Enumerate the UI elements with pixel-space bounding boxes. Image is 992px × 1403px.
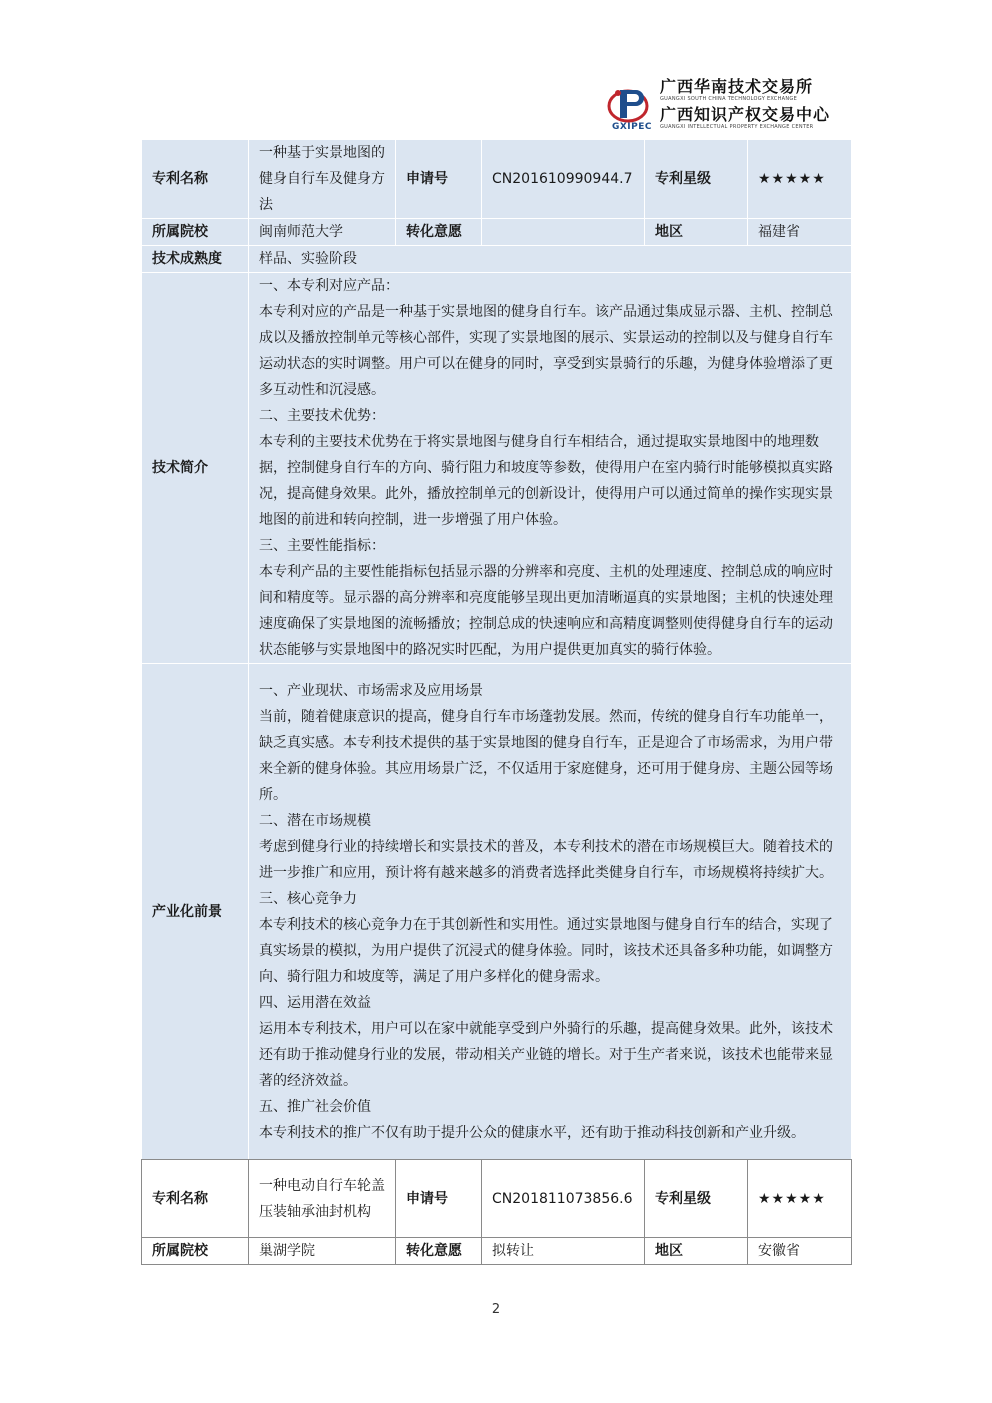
region: 安徽省 — [748, 1238, 852, 1265]
gxipec-logo-icon — [606, 84, 654, 124]
patent-name: 一种电动自行车轮盖压装轴承油封机构 — [249, 1160, 396, 1238]
tech-intro — [249, 273, 852, 664]
school-label: 所属院校 — [142, 1238, 249, 1265]
application-number: CN201811073856.6 — [482, 1160, 645, 1238]
logo-abbreviation: GXIPEC — [611, 122, 653, 132]
tech-intro-heading: 三、主要性能指标： — [259, 538, 385, 554]
patent-rating-stars: ★★★★★ — [748, 1160, 852, 1238]
transfer-intent — [482, 219, 645, 246]
org-name-secondary: 广西知识产权交易中心 — [660, 105, 831, 124]
patent-name-label: 专利名称 — [142, 1160, 249, 1238]
prospect-heading: 四、运用潜在效益 — [259, 994, 371, 1011]
prospect-paragraph: 运用本专利技术，用户可以在家中就能享受到户外骑行的乐趣，提高健身效果。此外，该技术还有助于推动健身行业的发展，带动相关产业链的增长。对于生产者来说，该技术也能带来显著的经济效益。 — [259, 1020, 833, 1089]
tech-intro-paragraph: 本专利的主要技术优势在于将实景地图与健身自行车相结合，通过提取实景地图中的地理数据，控制健身自行车的方向、骑行阻力和坡度等参数，使得用户在室内骑行时能够模拟真实路况，提高健身效果。此外，播放控制单元的创新设计，使得用户可以通过简单的操作实现实景地图的前进和转向控制，进一步增强了用户体验。 — [259, 434, 833, 528]
school: 巢湖学院 — [249, 1238, 396, 1265]
patent-table-2 — [141, 1159, 852, 1265]
industrial-prospect — [249, 664, 852, 1160]
prospect-heading: 五、推广社会价值 — [259, 1098, 371, 1115]
prospect-heading: 二、潜在市场规模 — [259, 812, 371, 829]
prospect-paragraph: 本专利技术的推广不仅有助于提升公众的健康水平，还有助于推动科技创新和产业升级。 — [259, 1124, 805, 1141]
prospect-heading: 一、产业现状、市场需求及应用场景 — [259, 682, 483, 699]
organization-names — [660, 78, 850, 134]
page-number: 2 — [491, 1302, 501, 1317]
school: 闽南师范大学 — [249, 219, 396, 246]
patent-table-1 — [141, 139, 852, 1160]
patent-name-label: 专利名称 — [142, 140, 249, 219]
transfer-intent-label: 转化意愿 — [396, 1238, 482, 1265]
org-name-secondary-en: GUANGXI INTELLECTUAL PROPERTY EXCHANGE CENTER — [660, 124, 814, 130]
patent-rating-label: 专利星级 — [645, 1160, 748, 1238]
prospect-heading: 三、核心竞争力 — [259, 890, 357, 907]
patent-rating-stars: ★★★★★ — [748, 140, 852, 219]
region: 福建省 — [748, 219, 852, 246]
tech-intro-label: 技术简介 — [142, 273, 249, 664]
tech-intro-heading: 一、本专利对应产品： — [259, 278, 399, 294]
application-number: CN201610990944.7 — [482, 140, 645, 219]
tech-intro-paragraph: 本专利对应的产品是一种基于实景地图的健身自行车。该产品通过集成显示器、主机、控制总成以及播放控制单元等核心部件，实现了实景地图的展示、实景运动的控制以及与健身自行车运动状态的实时调整。用户可以在健身的同时，享受到实景骑行的乐趣，为健身体验增添了更多互动性和沉浸感。 — [259, 304, 833, 398]
transfer-intent-label: 转化意愿 — [396, 219, 482, 246]
tech-intro-paragraph: 本专利产品的主要性能指标包括显示器的分辨率和亮度、主机的处理速度、控制总成的响应时间和精度等。显示器的高分辨率和亮度能够呈现出更加清晰逼真的实景地图；主机的快速处理速度确保了实景地图的流畅播放；控制总成的快速响应和高精度调整则使得健身自行车的运动状态能够与实景地图中的路况实时匹配，为用户提供更加真实的骑行体验。 — [259, 564, 833, 658]
school-label: 所属院校 — [142, 219, 249, 246]
application-number-label: 申请号 — [396, 140, 482, 219]
prospect-paragraph: 本专利技术的核心竞争力在于其创新性和实用性。通过实景地图与健身自行车的结合，实现了真实场景的模拟，为用户提供了沉浸式的健身体验。同时，该技术还具备多种功能，如调整方向、骑行阻力和坡度等，满足了用户多样化的健身需求。 — [259, 916, 833, 985]
prospect-paragraph: 当前，随着健康意识的提高，健身自行车市场蓬勃发展。然而，传统的健身自行车功能单一，缺乏真实感。本专利技术提供的基于实景地图的健身自行车，正是迎合了市场需求，为用户带来全新的健身体验。其应用场景广泛，不仅适用于家庭健身，还可用于健身房、主题公园等场所。 — [259, 708, 833, 803]
patent-rating-label: 专利星级 — [645, 140, 748, 219]
industrial-prospect-label: 产业化前景 — [142, 664, 249, 1160]
region-label: 地区 — [645, 219, 748, 246]
maturity-label: 技术成熟度 — [142, 246, 249, 273]
org-name-primary-en: GUANGXI SOUTH CHINA TECHNOLOGY EXCHANGE — [660, 96, 798, 102]
prospect-paragraph: 考虑到健身行业的持续增长和实景技术的普及，本专利技术的潜在市场规模巨大。随着技术的进一步推广和应用，预计将有越来越多的消费者选择此类健身自行车，市场规模将持续扩大。 — [259, 838, 833, 881]
maturity: 样品、实验阶段 — [249, 246, 852, 273]
patent-name: 一种基于实景地图的健身自行车及健身方法 — [249, 140, 396, 219]
transfer-intent: 拟转让 — [482, 1238, 645, 1265]
tech-intro-heading: 二、主要技术优势： — [259, 408, 385, 424]
page-header — [604, 78, 844, 136]
region-label: 地区 — [645, 1238, 748, 1265]
org-name-primary: 广西华南技术交易所 — [660, 77, 814, 96]
application-number-label: 申请号 — [396, 1160, 482, 1238]
